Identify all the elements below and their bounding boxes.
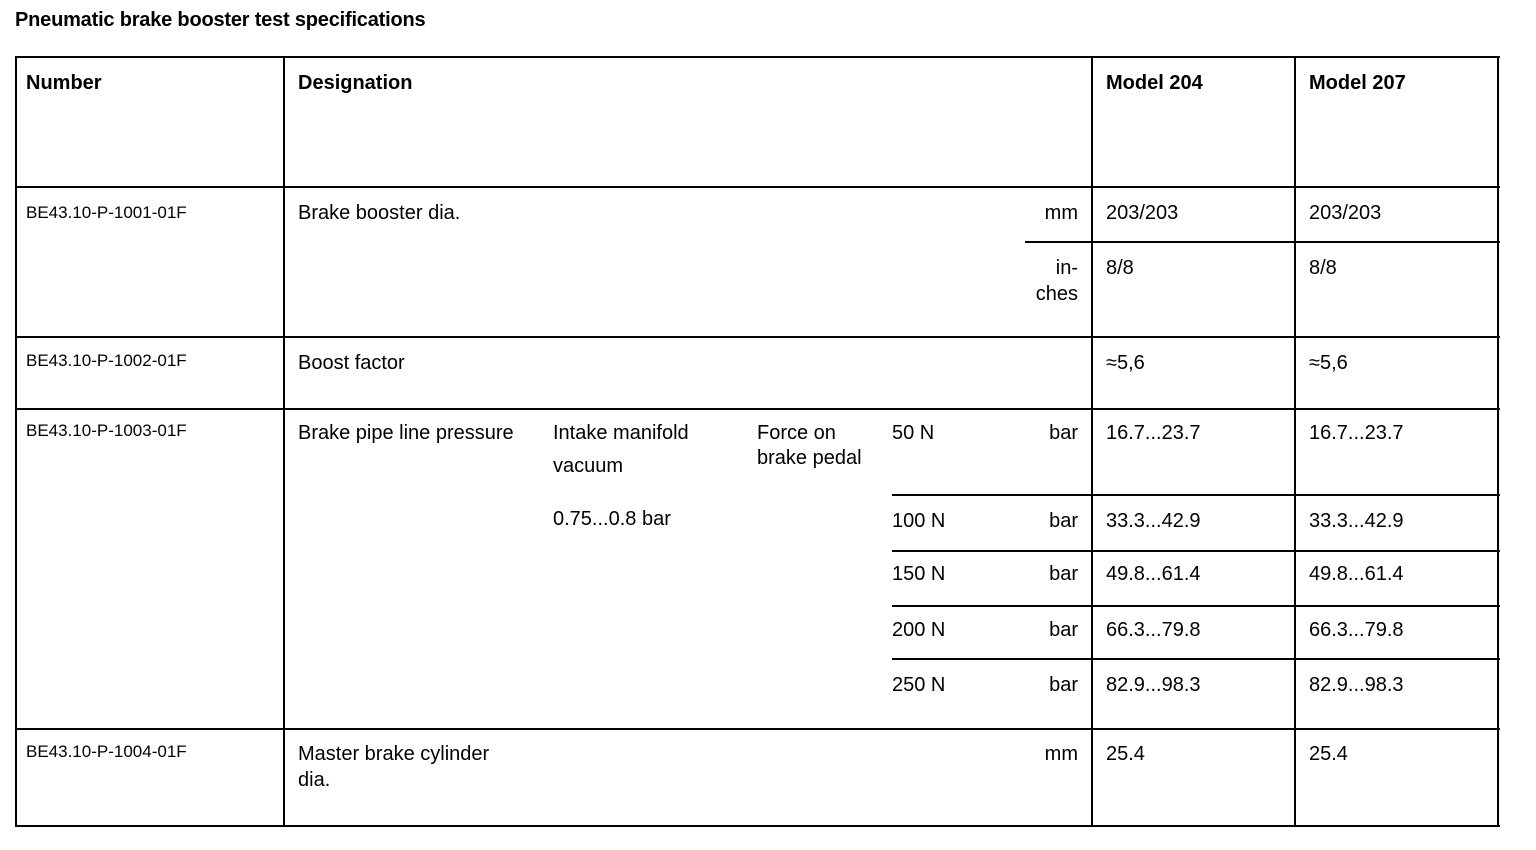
row-divider (892, 494, 1500, 496)
row-designation: Boost factor (298, 352, 405, 374)
row-value-204: 16.7...23.7 (1106, 422, 1201, 444)
row-value-204: 82.9...98.3 (1106, 674, 1201, 696)
row-value-207: 8/8 (1309, 257, 1337, 279)
header-designation: Designation (298, 72, 413, 94)
row-designation-line2: dia. (298, 769, 331, 791)
row-designation-line1: Master brake cylinder (298, 743, 490, 765)
row-value-204: 49.8...61.4 (1106, 563, 1201, 585)
row-value-207: 16.7...23.7 (1309, 422, 1404, 444)
table-border-left (15, 56, 17, 827)
row-divider (15, 336, 1500, 338)
row-value-204: 33.3...42.9 (1106, 510, 1201, 532)
row-divider (892, 658, 1500, 660)
row-unit: bar (1049, 674, 1078, 696)
row-value-207: ≈5,6 (1309, 352, 1348, 374)
row-value-207: 49.8...61.4 (1309, 563, 1404, 585)
row-divider (15, 728, 1500, 730)
table-border-right (1497, 56, 1499, 827)
row-unit: mm (1044, 743, 1078, 765)
row-unit: bar (1049, 563, 1078, 585)
condition-value: 0.75...0.8 bar (553, 508, 671, 530)
row-divider (892, 605, 1500, 607)
row-value-207: 82.9...98.3 (1309, 674, 1404, 696)
force-value: 50 N (892, 422, 935, 444)
force-value: 150 N (892, 563, 946, 585)
row-unit: bar (1049, 510, 1078, 532)
force-label-line1: Force on (757, 422, 836, 444)
row-unit: bar (1049, 422, 1078, 444)
row-number: BE43.10-P-1003-01F (26, 421, 187, 440)
table-border-bottom (15, 825, 1500, 827)
row-divider (1025, 241, 1500, 243)
row-number: BE43.10-P-1001-01F (26, 203, 187, 222)
row-designation: Brake booster dia. (298, 202, 461, 224)
header-number: Number (26, 72, 102, 94)
force-value: 250 N (892, 674, 946, 696)
row-value-207: 66.3...79.8 (1309, 619, 1404, 641)
header-model-204: Model 204 (1106, 72, 1203, 94)
row-unit-line1: in- (1055, 257, 1078, 279)
row-value-204: 66.3...79.8 (1106, 619, 1201, 641)
page-title: Pneumatic brake booster test specifications (15, 9, 426, 31)
row-value-207: 33.3...42.9 (1309, 510, 1404, 532)
condition-label-line2: vacuum (553, 455, 624, 477)
row-number: BE43.10-P-1004-01F (26, 742, 187, 761)
row-unit: mm (1044, 202, 1078, 224)
column-divider (283, 56, 285, 827)
table-border-top (15, 56, 1500, 58)
row-unit-line2: ches (1035, 283, 1078, 305)
column-divider (1294, 56, 1296, 827)
condition-label-line1: Intake manifold (553, 422, 689, 444)
row-value-207: 203/203 (1309, 202, 1382, 224)
row-value-204: 25.4 (1106, 743, 1145, 765)
header-divider (15, 186, 1500, 188)
row-divider (15, 408, 1500, 410)
row-divider (892, 550, 1500, 552)
row-value-204: 203/203 (1106, 202, 1179, 224)
force-value: 100 N (892, 510, 946, 532)
header-model-207: Model 207 (1309, 72, 1406, 94)
row-value-207: 25.4 (1309, 743, 1348, 765)
row-number: BE43.10-P-1002-01F (26, 351, 187, 370)
force-value: 200 N (892, 619, 946, 641)
row-value-204: 8/8 (1106, 257, 1134, 279)
row-designation: Brake pipe line pressure (298, 422, 514, 444)
row-value-204: ≈5,6 (1106, 352, 1145, 374)
row-unit: bar (1049, 619, 1078, 641)
column-divider (1091, 56, 1093, 827)
force-label-line2: brake pedal (757, 447, 862, 469)
